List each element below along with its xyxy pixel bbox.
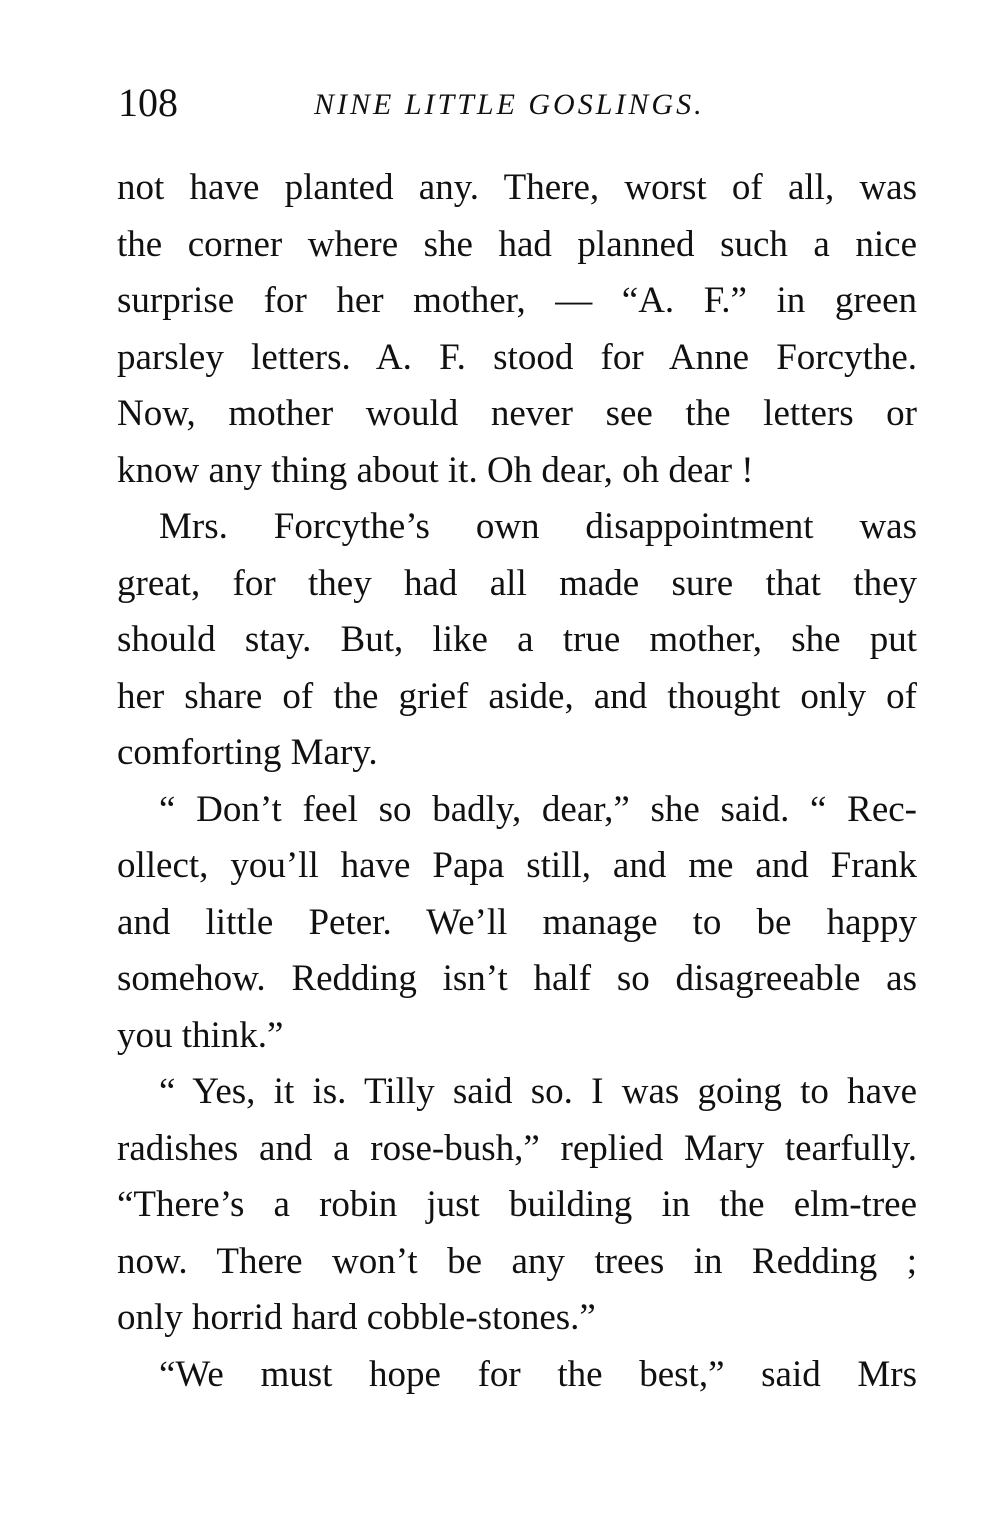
- text-line: surprise for her mother, — “A. F.” in green: [117, 280, 917, 321]
- page-number: 108: [118, 80, 178, 125]
- text-line: ollect, you’ll have Papa still, and me and Frank: [117, 845, 917, 886]
- text-line: the corner where she had planned such a nice: [117, 223, 917, 265]
- text-line: “ Don’t feel so badly, dear,” she said. “ Rec-: [159, 788, 917, 830]
- text-line: only horrid hard cobble-stones.”: [117, 1297, 596, 1338]
- text-line: Mrs. Forcythe’s own disappointment was: [159, 506, 917, 547]
- text-line: not have planted any. There, worst of all, was: [117, 167, 917, 208]
- text-line: should stay. But, like a true mother, she put: [117, 619, 917, 660]
- text-line: parsley letters. A. F. stood for Anne Forcythe.: [117, 336, 917, 378]
- text-line: and little Peter. We’ll manage to be happy: [117, 901, 917, 943]
- running-head: [118, 78, 918, 128]
- text-line: radishes and a rose-bush,” replied Mary tearfully.: [117, 1127, 917, 1169]
- text-line: now. There won’t be any trees in Redding ;: [117, 1240, 917, 1282]
- text-line: somehow. Redding isn’t half so disagreeable as: [117, 958, 917, 999]
- text-line: you think.”: [117, 1014, 284, 1056]
- text-line: great, for they had all made sure that they: [117, 562, 917, 604]
- text-line: “We must hope for the best,” said Mrs: [159, 1353, 917, 1395]
- text-line: her share of the grief aside, and thought only of: [117, 675, 917, 717]
- text-line: Now, mother would never see the letters or: [117, 393, 917, 434]
- text-line: know any thing about it. Oh dear, oh dear !: [117, 449, 754, 491]
- body-text: [117, 160, 917, 1403]
- text-line: comforting Mary.: [117, 732, 378, 773]
- text-line: “ Yes, it is. Tilly said so. I was going to have: [159, 1071, 917, 1112]
- running-title: NINE LITTLE GOSLINGS.: [314, 88, 705, 121]
- text-line: “There’s a robin just building in the elm-tree: [117, 1184, 917, 1225]
